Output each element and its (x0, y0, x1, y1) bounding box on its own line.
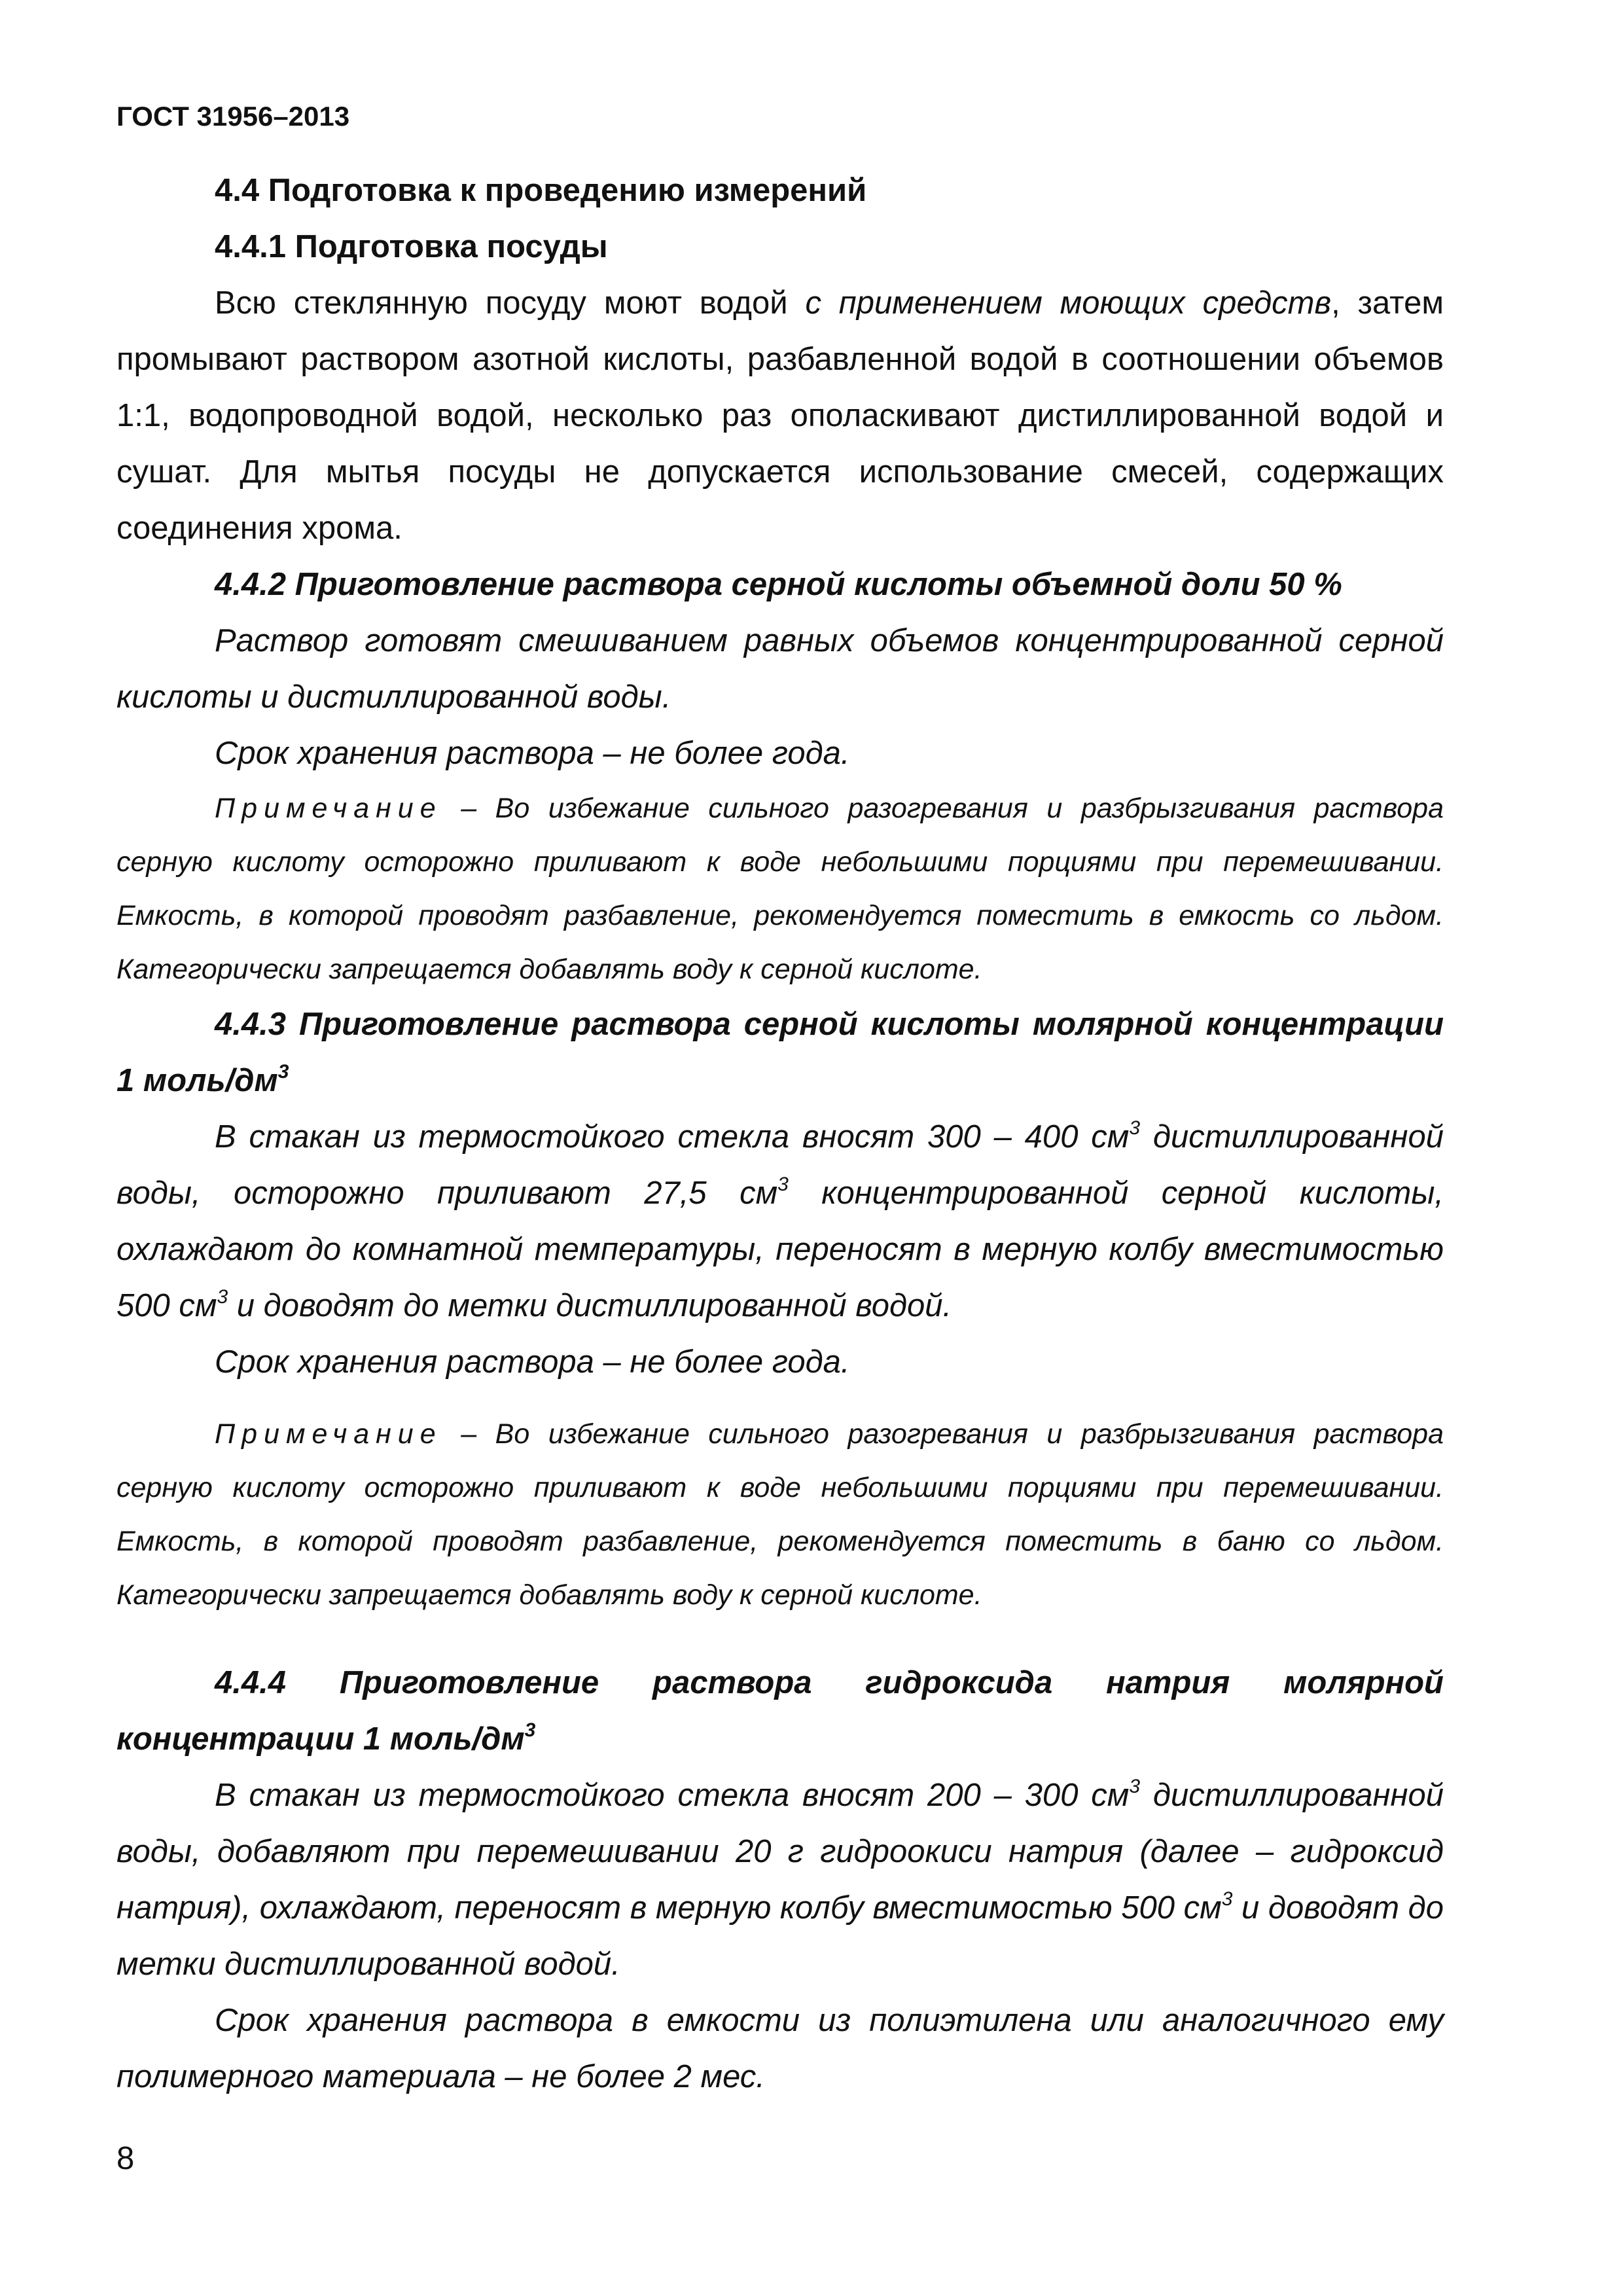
paragraph-text: В стакан из термостойкого стекла вносят 200 – 300 см (215, 1778, 1130, 1813)
note-label: Примечание (215, 793, 442, 824)
section-4-4-3-note (116, 1407, 1444, 1622)
page-content (116, 162, 1444, 2105)
paragraph-text: , затем промывают раствором азотной кислоты, разбавленной водой в соотношении объемов 1:1, водопроводной водой, несколько раз ополаскивают дистиллированной водой и сушат. Для мытья посуды не допускается использование смесей, содержащих соединения хрома. (116, 285, 1444, 546)
section-4-4-heading: 4.4 Подготовка к проведению измерений (215, 173, 867, 208)
heading-text: 4.4.4 Приготовление раствора гидроксида натрия молярной концентрации 1 моль/дм (116, 1665, 1444, 1757)
superscript: 3 (277, 1061, 289, 1083)
note-text: – Во избежание сильного разогревания и разбрызгивания раствора серную кислоту осторожно приливают к воде небольшими порциями при перемешивании. Емкость, в которой проводят разбавление, рекомендуется поместить в емкость со льдом. Категорически запрещается добавлять воду к серной кислоте. (116, 793, 1444, 985)
section-4-4-2-paragraph: Раствор готовят смешиванием равных объемов концентрированной серной кислоты и дистиллированной воды. (116, 623, 1444, 715)
superscript: 3 (1129, 1776, 1141, 1797)
spacer (116, 1390, 1444, 1407)
superscript: 3 (1221, 1888, 1233, 1910)
paragraph-text: и доводят до метки дистиллированной водой. (116, 1890, 1444, 1982)
paragraph-italic-text: с применением моющих средств (805, 285, 1332, 321)
page-number: 8 (116, 2141, 135, 2176)
section-4-4-2-heading: 4.4.2 Приготовление раствора серной кислоты объемной доли 50 % (215, 567, 1342, 602)
heading-text: 4.4.3 Приготовление раствора серной кислоты молярной концентрации 1 моль/дм (116, 1007, 1444, 1098)
section-4-4-2-storage: Срок хранения раствора – не более года. (215, 736, 850, 771)
superscript: 3 (777, 1174, 789, 1195)
section-4-4-3-paragraph (116, 1109, 1444, 1334)
paragraph-text: дистиллированной воды, осторожно приливают 27,5 см (116, 1119, 1444, 1211)
section-4-4-1-paragraph (116, 275, 1444, 556)
paragraph-text: В стакан из термостойкого стекла вносят 300 – 400 см (215, 1119, 1130, 1155)
paragraph-text: и доводят до метки дистиллированной водой. (228, 1288, 952, 1323)
section-4-4-2-note (116, 781, 1444, 996)
paragraph-text: Всю стеклянную посуду моют водой (215, 285, 806, 321)
spacer (116, 1622, 1444, 1655)
section-4-4-1-heading: 4.4.1 Подготовка посуды (215, 229, 608, 264)
section-4-4-3-heading (116, 996, 1444, 1109)
section-4-4-4-heading (116, 1655, 1444, 1767)
superscript: 3 (1129, 1117, 1141, 1139)
paragraph-text: дистиллированной воды, добавляют при перемешивании 20 г гидроокиси натрия (далее – гидроксид натрия), охлаждают, переносят в мерную колбу вместимостью 500 см (116, 1778, 1444, 1926)
standard-designation: ГОСТ 31956–2013 (116, 101, 350, 132)
superscript: 3 (217, 1286, 228, 1308)
paragraph-text: концентрированной серной кислоты, охлаждают до комнатной температуры, переносят в мерную колбу вместимостью 500 см (116, 1175, 1444, 1323)
section-4-4-4-storage: Срок хранения раствора в емкости из полиэтилена или аналогичного ему полимерного материала – не более 2 мес. (116, 2003, 1444, 2094)
section-4-4-4-paragraph (116, 1767, 1444, 1992)
superscript: 3 (524, 1719, 536, 1741)
section-4-4-3-storage: Срок хранения раствора – не более года. (215, 1344, 850, 1380)
note-text: – Во избежание сильного разогревания и разбрызгивания раствора серную кислоту осторожно приливают к воде небольшими порциями при перемешивании. Емкость, в которой проводят разбавление, рекомендуется поместить в баню со льдом. Категорически запрещается добавлять воду к серной кислоте. (116, 1418, 1444, 1611)
note-label: Примечание (215, 1418, 442, 1450)
